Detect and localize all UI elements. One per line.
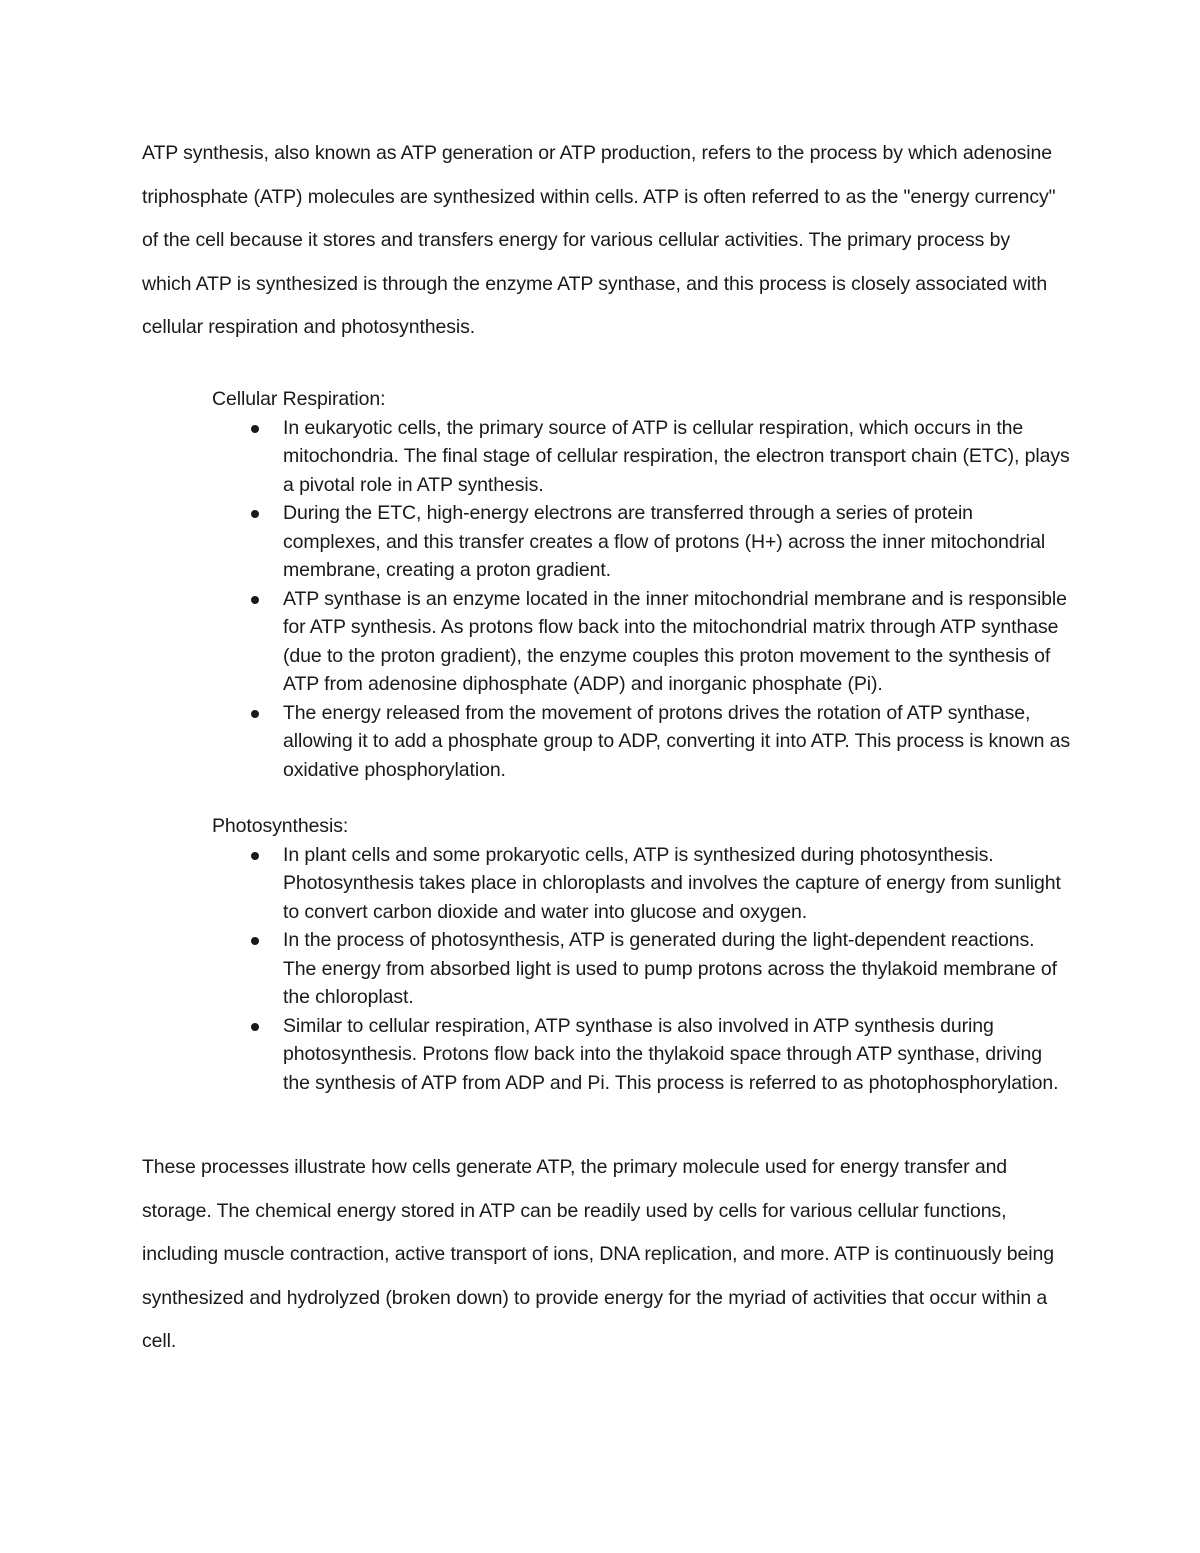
section-heading: Photosynthesis: [212, 815, 349, 837]
list-item [212, 926, 1072, 1012]
intro-paragraph: ATP synthesis, also known as ATP generation or ATP production, refers to the process by which adenosine triphosphate (ATP) molecules are synthesized within cells. ATP is often referred to as the "energy currency" of the cell because it stores and transfers energy for various cellular activities. The primary process by which ATP is synthesized is through the enzyme ATP synthase, and this process is closely associated with cellular respiration and photosynthesis. [142, 142, 1056, 338]
list-item-text: In plant cells and some prokaryotic cells, ATP is synthesized during photosynthesis. Photosynthesis takes place in chloroplasts and involves the capture of energy from sunlight to convert carbon dioxide and water into glucose and oxygen. [283, 843, 1061, 923]
list-item-text: In the process of photosynthesis, ATP is generated during the light-dependent reactions. The energy from absorbed light is used to pump protons across the thylakoid membrane of the chloroplast. [283, 929, 1057, 1008]
list-item-text: During the ETC, high-energy electrons are transferred through a series of protein complexes, and this transfer creates a flow of protons (H+) across the inner mitochondrial membrane, creating a proton gradient. [283, 502, 1046, 581]
bullet-icon [251, 510, 259, 518]
bullet-icon [251, 1023, 259, 1031]
list-item [212, 499, 1072, 585]
list-item [212, 1012, 1072, 1098]
outro-paragraph: These processes illustrate how cells generate ATP, the primary molecule used for energy transfer and storage. The chemical energy stored in ATP can be readily used by cells for various cellular functions, including muscle contraction, active transport of ions, DNA replication, and more. ATP is continuously being synthesized and hydrolyzed (broken down) to provide energy for the myriad of activities that occur within a cell. [142, 1156, 1054, 1352]
bullet-icon [251, 710, 259, 718]
bullet-list [212, 414, 1072, 785]
list-item-text: Similar to cellular respiration, ATP synthase is also involved in ATP synthesis during photosynthesis. Protons flow back into the thylakoid space through ATP synthase, driving the synthesis of ATP from ADP and Pi. This process is referred to as photophosphorylation. [283, 1014, 1059, 1094]
list-item-text: In eukaryotic cells, the primary source of ATP is cellular respiration, which occurs in the mitochondria. The final stage of cellular respiration, the electron transport chain (ETC), plays a pivotal role in ATP synthesis. [283, 416, 1070, 496]
list-item-text: ATP synthase is an enzyme located in the inner mitochondrial membrane and is responsible for ATP synthesis. As protons flow back into the mitochondrial matrix through ATP synthase (due to the proton gradient), the enzyme couples this proton movement to the synthesis of ATP from adenosine diphosphate (ADP) and inorganic phosphate (Pi). [283, 587, 1067, 695]
bullet-icon [251, 937, 259, 945]
bullet-icon [251, 852, 259, 860]
list-item-text: The energy released from the movement of protons drives the rotation of ATP synthase, allowing it to add a phosphate group to ADP, converting it into ATP. This process is known as oxidative phosphorylation. [283, 701, 1071, 781]
bullet-icon [251, 596, 259, 604]
list-item [212, 699, 1072, 785]
bullet-icon [251, 425, 259, 433]
list-item [212, 841, 1072, 927]
list-item [212, 585, 1072, 699]
list-item [212, 414, 1072, 500]
section-photosynthesis [212, 812, 1072, 1097]
bullet-list [212, 841, 1072, 1098]
section-heading: Cellular Respiration: [212, 388, 386, 410]
section-cellular-respiration [212, 385, 1072, 784]
